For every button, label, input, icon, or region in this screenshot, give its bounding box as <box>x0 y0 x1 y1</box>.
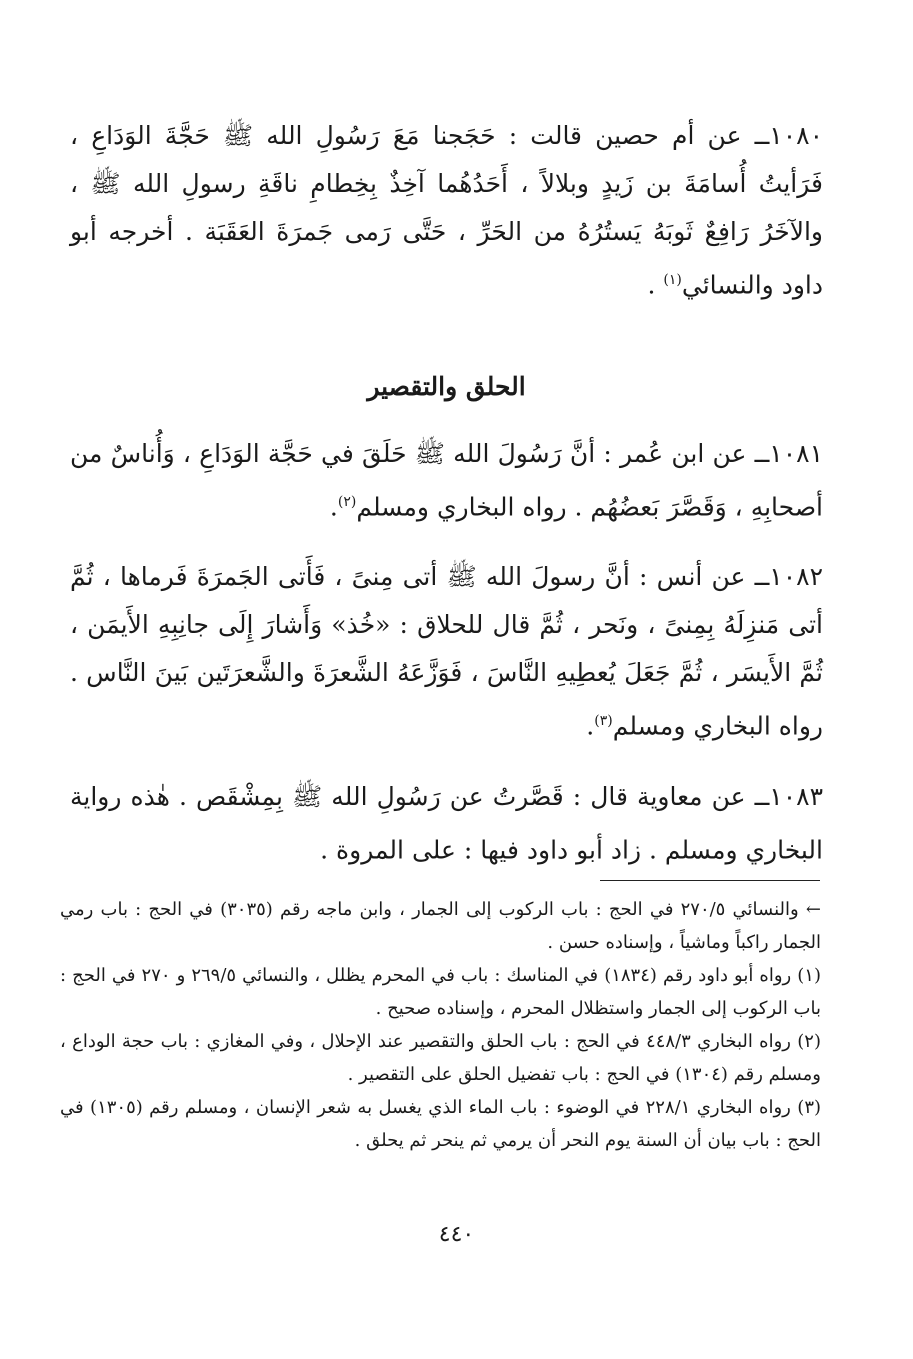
footnote-3 <box>60 1091 821 1157</box>
hadith-text: ١٠٨٠ــ عن أم حصين قالت : حَجَجنا مَعَ رَسُولِ الله ﷺ حَجَّةَ الوَدَاعِ ، فَرَأيتُ أُسامَةَ بن زَيدٍ وبلالاً ، أَحَدُهُما آخِذٌ بِخِطامِ ناقَةِ رسولِ الله ﷺ ، والآخَرُ رَافِعٌ ثَوبَهُ يَستُرُهُ من الحَرِّ ، حَتَّى رَمى جَمرَةَ العَقَبَة . أخرجه أبو داود والنسائي <box>70 121 823 300</box>
continuation-arrow-icon: ← <box>805 899 821 920</box>
hadith-1080 <box>70 112 823 309</box>
footnote-label: (٣) <box>797 1097 822 1118</box>
footnote-1 <box>60 959 821 1025</box>
hadith-text: ١٠٨١ــ عن ابن عُمر : أنَّ رَسُولَ الله ﷺ حَلَقَ في حَجَّة الوَدَاعِ ، وَأُناسٌ من أصحابِهِ ، وَقَصَّرَ بَعضُهُم . رواه البخاري ومسلم <box>70 439 823 522</box>
footnote-ref: (١) <box>663 272 682 288</box>
hadith-group <box>70 430 823 896</box>
page-number: ٤٤٠ <box>438 1222 475 1247</box>
hadith-end: . <box>647 270 664 300</box>
footnote-text: والنسائي ٢٧٠/٥ في الحج : باب الركوب إلى الجمار ، وابن ماجه رقم (٣٠٣٥) في الحج : باب رمي الجمار راكباً وماشياً ، وإسناده حسن . <box>60 899 821 953</box>
hadith-text: ١٠٨٣ــ عن معاوية قال : قَصَّرتُ عن رَسُولِ الله ﷺ بِمِشْقَص . هٰذه رواية البخاري ومسلم . زاد أبو داود فيها : على المروة . <box>70 781 823 864</box>
footnotes <box>60 893 821 1157</box>
footnote-2 <box>60 1025 821 1091</box>
footnote-label: (١) <box>797 965 821 986</box>
footnote-text: رواه البخاري ٤٤٨/٣ في الحج : باب الحلق والتقصير عند الإحلال ، وفي المغازي : باب حجة الوداع ، ومسلم رقم (١٣٠٤) في الحج : باب تفضيل الحلق على التقصير . <box>60 1031 821 1085</box>
hadith-1083 <box>70 773 823 874</box>
footnote-text: رواه أبو داود رقم (١٨٣٤) في المناسك : باب في المحرم يظلل ، والنسائي ٢٦٩/٥ و ٢٧٠ في الحج : باب الركوب إلى الجمار واستظلال المحرم ، وإسناده صحيح . <box>60 965 821 1019</box>
footnote-continued <box>60 893 821 959</box>
hadith-end: . <box>329 492 338 522</box>
footnote-text: رواه البخاري ٢٢٨/١ في الوضوء : باب الماء الذي يغسل به شعر الإنسان ، ومسلم رقم (١٣٠٥) في الحج : باب بيان أن السنة يوم النحر أن يرمي ثم ينحر ثم يحلق . <box>60 1097 821 1151</box>
footnote-label: (٢) <box>797 1031 821 1052</box>
footnote-ref: (٣) <box>594 713 613 730</box>
hadith-1081 <box>70 430 823 531</box>
section-heading: الحلق والتقصير <box>367 372 526 401</box>
hadith-text: ١٠٨٢ــ عن أنس : أنَّ رسولَ الله ﷺ أتى مِنىً ، فَأَتى الجَمرَةَ فَرماها ، ثُمَّ أتى مَنزِلَهُ بِمِنىً ، ونَحر ، ثُمَّ قال للحلاق : «خُذ» وَأَشارَ إِلَى جانِبِهِ الأَيمَن ، ثُمَّ الأَيسَر ، ثُمَّ جَعَلَ يُعطِيهِ النَّاسَ ، فَوَزَّعَهُ الشَّعرَةَ والشَّعرَتَين بَينَ النَّاس . رواه البخاري ومسلم <box>70 562 823 741</box>
hadith-1082 <box>70 553 823 750</box>
hadith-end: . <box>586 711 595 741</box>
footnote-divider <box>600 880 820 881</box>
footnote-ref: (٢) <box>337 494 357 510</box>
